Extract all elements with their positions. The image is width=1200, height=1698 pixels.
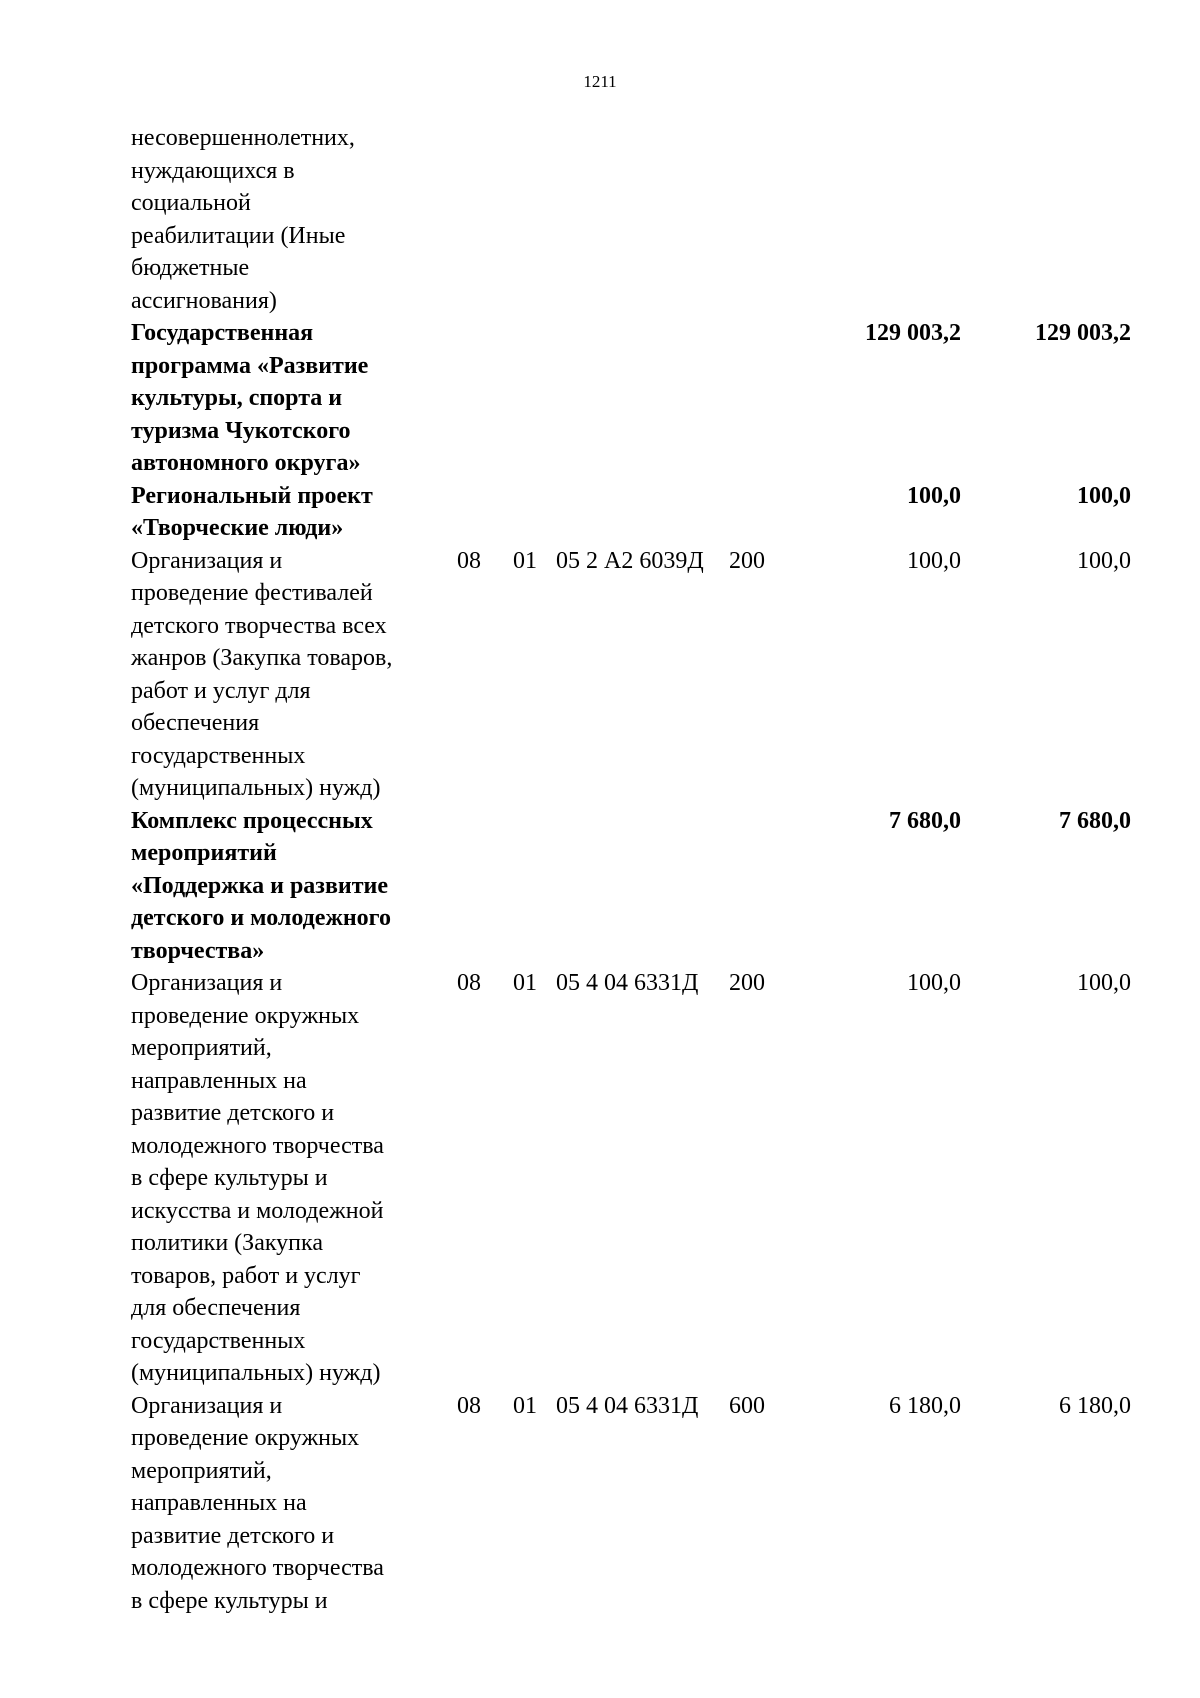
table-row (131, 545, 1131, 805)
description-line: направленных на (131, 1067, 307, 1094)
amount-year-1: 100,0 (907, 547, 961, 574)
description-line: Организация и (131, 547, 283, 574)
description-line: развитие детского и (131, 1100, 335, 1126)
description-line: программа «Развитие (131, 352, 369, 379)
amount-year-1: 100,0 (907, 482, 961, 509)
section-code: 01 (513, 970, 537, 996)
description-line: автономного округа» (131, 450, 361, 476)
amount-year-1: 7 680,0 (889, 807, 961, 834)
target-item-code: 05 4 04 6331Д (556, 1392, 699, 1419)
description-line: жанров (Закупка товаров, (131, 645, 393, 671)
table-section-row (131, 805, 1131, 968)
description-line: направленных на (131, 1490, 307, 1516)
table-row (131, 967, 1131, 1390)
description-line: товаров, работ и услуг (131, 1262, 361, 1289)
table-section-row (131, 317, 1131, 480)
description-line: мероприятий (131, 840, 277, 866)
table-row (131, 1390, 1131, 1618)
description-line: проведение окружных (131, 1002, 360, 1029)
amount-year-1: 100,0 (907, 970, 961, 996)
amount-year-2: 100,0 (1077, 547, 1131, 574)
description-line: детского творчества всех (131, 612, 387, 639)
row-description (131, 480, 441, 545)
description-line: творчества» (131, 937, 265, 964)
row-description (131, 545, 441, 805)
table-row (131, 122, 1131, 317)
description-line: мероприятий, (131, 1457, 272, 1484)
budget-table (131, 122, 1131, 1617)
amount-year-1: 6 180,0 (889, 1392, 961, 1419)
amount-year-2: 100,0 (1077, 482, 1131, 509)
target-item-code: 05 2 А2 6039Д (556, 547, 704, 574)
description-line: (муниципальных) нужд) (131, 775, 381, 801)
description-line: для обеспечения (131, 1295, 301, 1321)
description-line: проведение фестивалей (131, 580, 373, 606)
description-line: Организация и (131, 970, 283, 996)
description-line: культуры, спорта и (131, 385, 343, 411)
description-line: детского и молодежного (131, 905, 391, 931)
page-number: 1211 (583, 72, 617, 91)
ministry-code: 08 (457, 547, 481, 574)
description-line: искусства и молодежной (131, 1197, 384, 1224)
description-line: «Поддержка и развитие (131, 872, 389, 899)
amount-year-2: 6 180,0 (1059, 1392, 1131, 1419)
description-line: политики (Закупка (131, 1230, 323, 1256)
amount-year-2: 7 680,0 (1059, 807, 1131, 834)
amount-year-2: 100,0 (1077, 970, 1131, 996)
amount-year-1: 129 003,2 (865, 320, 961, 346)
row-description (131, 805, 441, 968)
description-line: туризма Чукотского (131, 417, 351, 444)
description-line: Государственная (131, 320, 314, 346)
expense-type-code: 200 (729, 970, 765, 996)
target-item-code: 05 4 04 6331Д (556, 970, 699, 996)
row-description (131, 967, 441, 1390)
description-line: реабилитации (Иные (131, 222, 346, 249)
row-description (131, 317, 441, 480)
expense-type-code: 200 (729, 547, 765, 574)
description-line: (муниципальных) нужд) (131, 1360, 381, 1386)
description-line: обеспечения (131, 710, 260, 736)
description-line: государственных (131, 742, 306, 769)
description-line: Региональный проект (131, 482, 373, 509)
ministry-code: 08 (457, 1392, 481, 1419)
description-line: «Творческие люди» (131, 515, 344, 541)
expense-type-code: 600 (729, 1392, 765, 1419)
description-line: социальной (131, 190, 251, 216)
description-line: мероприятий, (131, 1035, 272, 1061)
description-line: молодежного творчества (131, 1132, 384, 1159)
description-line: несовершеннолетних, (131, 125, 355, 151)
row-description (131, 1390, 441, 1618)
description-line: развитие детского и (131, 1522, 335, 1549)
description-line: Организация и (131, 1392, 283, 1419)
section-code: 01 (513, 547, 537, 574)
description-line: в сфере культуры и (131, 1587, 328, 1614)
section-code: 01 (513, 1392, 537, 1419)
description-line: молодежного творчества (131, 1555, 384, 1581)
description-line: государственных (131, 1327, 306, 1354)
description-line: работ и услуг для (131, 677, 311, 704)
description-line: Комплекс процессных (131, 807, 373, 834)
amount-year-2: 129 003,2 (1035, 320, 1131, 346)
row-description (131, 122, 441, 317)
description-line: проведение окружных (131, 1425, 360, 1451)
ministry-code: 08 (457, 970, 481, 996)
table-section-row (131, 480, 1131, 545)
description-line: нуждающихся в (131, 157, 295, 184)
description-line: ассигнования) (131, 287, 277, 314)
description-line: бюджетные (131, 255, 250, 281)
description-line: в сфере культуры и (131, 1165, 328, 1191)
